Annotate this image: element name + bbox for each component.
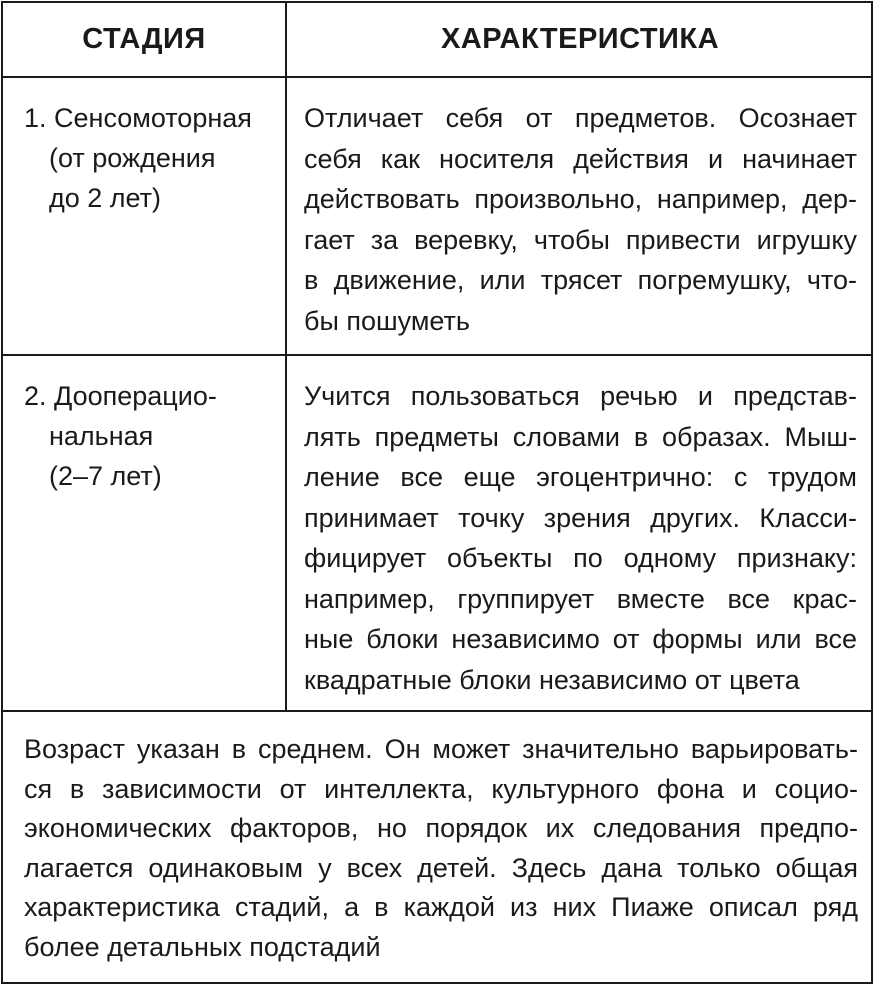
characteristic-line: Отличает себя от предметов. Осознает [304,103,857,133]
characteristic-line: квадратные блоки независимо от цвета [304,664,800,695]
characteristic-line: лять предметы словами в образах. Мыш- [304,421,857,452]
stage-line: 1. Сенсомоторная [24,103,252,133]
footnote-line: ся в зависимости от интеллекта, культурного фона и социо- [24,773,858,804]
header-characteristic: ХАРАКТЕРИСТИКА [440,23,720,55]
characteristic-line: в движение, или трясет погремушку, что- [304,265,857,295]
stage-line: нальная [49,421,154,451]
characteristic-line: действовать произвольно, например, дер- [304,184,857,214]
piaget-stages-table [1,1,873,984]
characteristic-line: бы пошуметь [304,305,470,336]
header-row [3,3,871,78]
characteristic-line: принимает точку зрения других. Класси- [304,502,857,533]
stage-cell [24,376,274,496]
header-stage: СТАДИЯ [82,23,206,55]
footnote-line: характеристика стадий, а в каждой из них Пиаже описал ряд [24,892,858,922]
stage-line: (2–7 лет) [49,461,162,491]
table-row [3,356,871,712]
characteristic-line: гает за веревку, чтобы привести игрушку [304,224,857,255]
characteristic-line: ные блоки независимо от формы или все [304,624,857,654]
characteristic-cell [304,98,857,341]
characteristic-line: фицирует объекты по одному признаку: [304,543,857,573]
stage-cell [24,98,274,218]
footnote-line: лагается одинаковым у всех детей. Здесь дана только общая [24,852,858,883]
characteristic-cell [304,376,857,700]
stage-line: 2. Дооперацио- [24,381,217,411]
footnote-line: более детальных подстадий [24,931,381,962]
characteristic-line: ление все еще эгоцентрично: с трудом [304,462,857,492]
stage-line: (от рождения [49,143,216,173]
characteristic-line: Учится пользоваться речью и представ- [304,381,857,411]
footnote-line: Возраст указан в среднем. Он может значительно варьировать- [24,734,858,764]
footnote-line: экономических факторов, но порядок их следования предпо- [24,813,858,843]
characteristic-line: например, группирует вместе все крас- [304,583,857,614]
table-row [3,78,871,356]
footnote [24,730,858,967]
stage-line: до 2 лет) [49,183,162,213]
characteristic-line: себя как носителя действия и начинает [304,143,857,174]
